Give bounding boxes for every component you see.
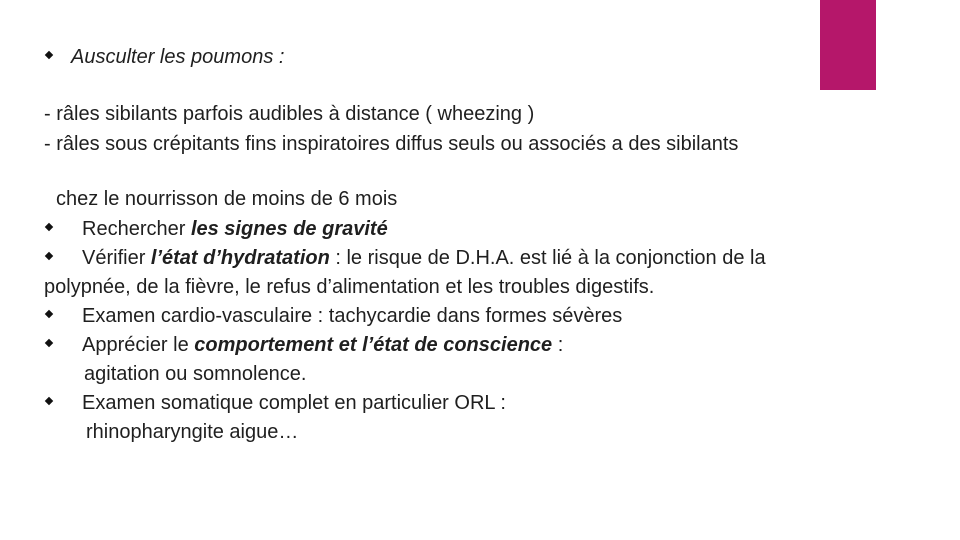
item-emphasis: comportement et l’état de conscience	[194, 334, 553, 356]
item-comportement-continuation: agitation ou somnolence.	[84, 363, 307, 385]
item-examen-somatique: Examen somatique complet en particulier ORL :	[82, 392, 506, 414]
finding-line-2: - râles sous crépitants fins inspiratoires diffus seuls ou associés a des sibilants	[44, 133, 739, 155]
item-prefix: Rechercher	[82, 218, 191, 240]
bullet-diamond-icon	[45, 51, 53, 59]
item-suffix: : le risque de D.H.A. est lié à la conjonction de la	[329, 247, 766, 269]
item-prefix: Vérifier	[82, 247, 151, 269]
item-suffix: :	[552, 334, 564, 356]
item-signes-gravite	[82, 219, 388, 239]
bullet-diamond-icon	[45, 223, 53, 231]
item-cardio: Examen cardio-vasculaire : tachycardie dans formes sévères	[82, 305, 623, 327]
accent-bar	[820, 0, 876, 90]
item-hydratation	[82, 248, 766, 268]
item-examen-somatique-continuation: rhinopharyngite aigue…	[86, 421, 299, 443]
item-emphasis: les signes de gravité	[190, 218, 388, 240]
item-comportement	[82, 335, 563, 355]
item-hydratation-continuation: polypnée, de la fièvre, le refus d’alimentation et les troubles digestifs.	[44, 276, 655, 298]
finding-line-1: - râles sibilants parfois audibles à distance ( wheezing )	[44, 103, 535, 125]
section-heading: Ausculter les poumons :	[71, 46, 285, 68]
infant-intro: chez le nourrisson de moins de 6 mois	[56, 188, 398, 210]
bullet-diamond-icon	[45, 397, 53, 405]
item-emphasis: l’état d’hydratation	[150, 247, 330, 269]
bullet-diamond-icon	[45, 310, 53, 318]
bullet-diamond-icon	[45, 339, 53, 347]
item-prefix: Apprécier le	[82, 334, 195, 356]
bullet-diamond-icon	[45, 252, 53, 260]
